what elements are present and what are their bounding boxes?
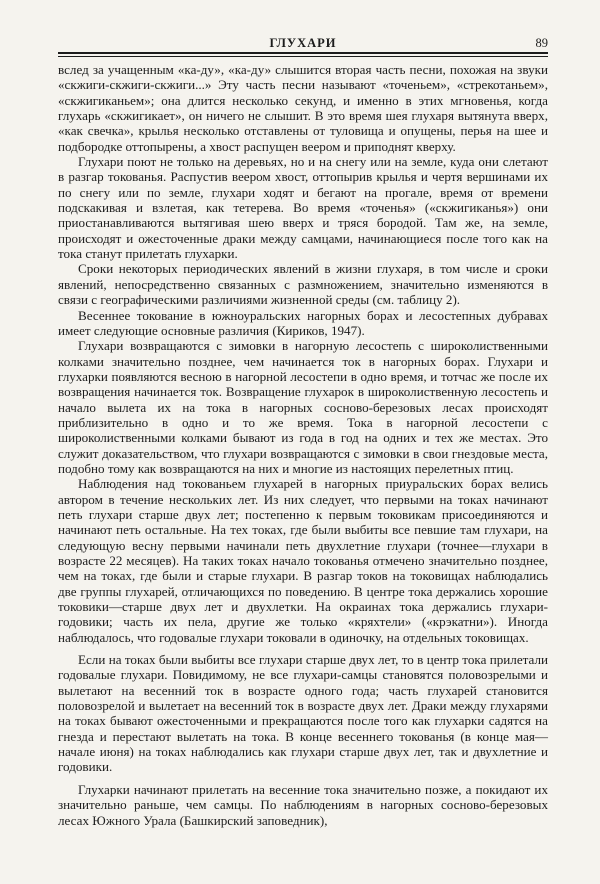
header-rule-thick [58,52,548,54]
paragraph-1: вслед за учащенным «ка-ду», «ка-ду» слышится вторая часть песни, похожая на звуки «скжиги-скжиги-скжиги...» Эту часть песни называют «точеньем», «стрекотаньем», «скжигиканьем»; она длится несколько секунд, и именно в этих мгновенья, когда глухарь «скжигикает», он ничего не слышит. В это время шея глухаря вытянута вверх, «как свечка», крылья несколько отставлены от туловища и опущены, перья на шее и подбородке оттопырены, а хвост распущен веером и приподнят кверху. [58,62,548,154]
paragraph-gap [58,775,548,782]
header-rule-thin [58,56,548,57]
running-head: ГЛУХАРИ [269,36,337,50]
paragraph-8: Глухарки начинают прилетать на весенние тока значительно позже, а покидают их значительно раньше, чем самцы. По наблюдениям в нагорных сосново-березовых лесах Южного Урала (Башкирский заповедник), [58,781,548,828]
paragraph-6: Наблюдения над токованьем глухарей в нагорных приуральских борах велись автором в течение нескольких лет. Из них следует, что первыми на токах начинают петь глухари старше двух лет; постепенно к первым токовикам присоединяются и начинают петь остальные. На тех токах, где были выбиты все певшие там глухари, на следующую весну первыми начинали петь двухлетние глухари (точнее—глухари в возрасте 22 месяцев). На таких токах начало токованья отмечено значительно позднее, чем на токах, где были и старые глухари. В разгар токов на токовищах наблюдались две группы глухарей, отличающихся по поведению. В центре тока держались хорошие токовики—старше двух лет и двухлетки. На окраинах тока держались глухари-годовики; часть их пела, другие же только «кряхтели» («крэкатни»). Иногда наблюдалось, что годовалые глухари токовали в одиночку, на отдельных токовищах. [58,476,548,645]
paragraph-4: Весеннее токование в южноуральских нагорных борах и лесостепных дубравах имеет следующие основные различия (Кириков, 1947). [58,307,548,338]
paragraph-5: Глухари возвращаются с зимовки в нагорную лесостепь с широколиственными колками значительно позднее, чем начинается ток в нагорных борах. Глухари и глухарки появляются весною в нагорной лесостепи в одно время, и тотчас же после их возвращения начинается ток. Возвращение глухарок в широколиственную лесостепь и начало вылета их на тока в нагорных сосново-березовых лесах происходят приблизительно в одно и то же время. Тока в нагорной лесостепи с широколиственными колками бывают из года в год на одних и тех же местах. Это служит доказательством, что глухари возвращаются с зимовки в свои гнездовые места, подобно тому как возвращаются на них и многие из настоящих перелетных птиц. [58,338,548,476]
page-number: 89 [535,36,548,50]
paragraph-7: Если на токах были выбиты все глухари старше двух лет, то в центр тока прилетали годовалые глухари. Повидимому, не все глухари-самцы становятся половозрелыми и вылетают на весенний ток в возрасте одного года; часть глухарей становится половозрелой и вылетает на весенний ток в возрасте двух лет. Драки между глухарями на токах бывают ожесточенными и прекращаются после того как глухарки садятся на гнезда и перестают вылетать на тока. В конце весеннего токованья (в конце мая—начале июня) на токах наблюдались как глухари старше двух лет, так и двухлетние и годовики. [58,652,548,775]
page-body [58,62,548,828]
page-header [58,36,548,52]
paragraph-gap [58,645,548,652]
paragraph-2: Глухари поют не только на деревьях, но и на снегу или на земле, куда они слетают в разгар токованья. Распустив веером хвост, оттопырив крылья и чертя вершинами их по снегу или по земле, глухари ходят и бегают на прогале, время от времени подскакивая и взлетая, как тетерева. Во время «точенья» («скжигиканья») они приостанавливаются вытягивая шею вверх и тряся бородой. Там же, на земле, происходят и ожесточенные драки между самцами, начинающиеся после того как на тока станут прилетать глухарки. [58,154,548,262]
paragraph-3: Сроки некоторых периодических явлений в жизни глухаря, в том числе и сроки явлений, непосредственно связанных с размножением, значительно изменяются в связи с географическими различиями жизненной среды (см. таблицу 2). [58,261,548,308]
